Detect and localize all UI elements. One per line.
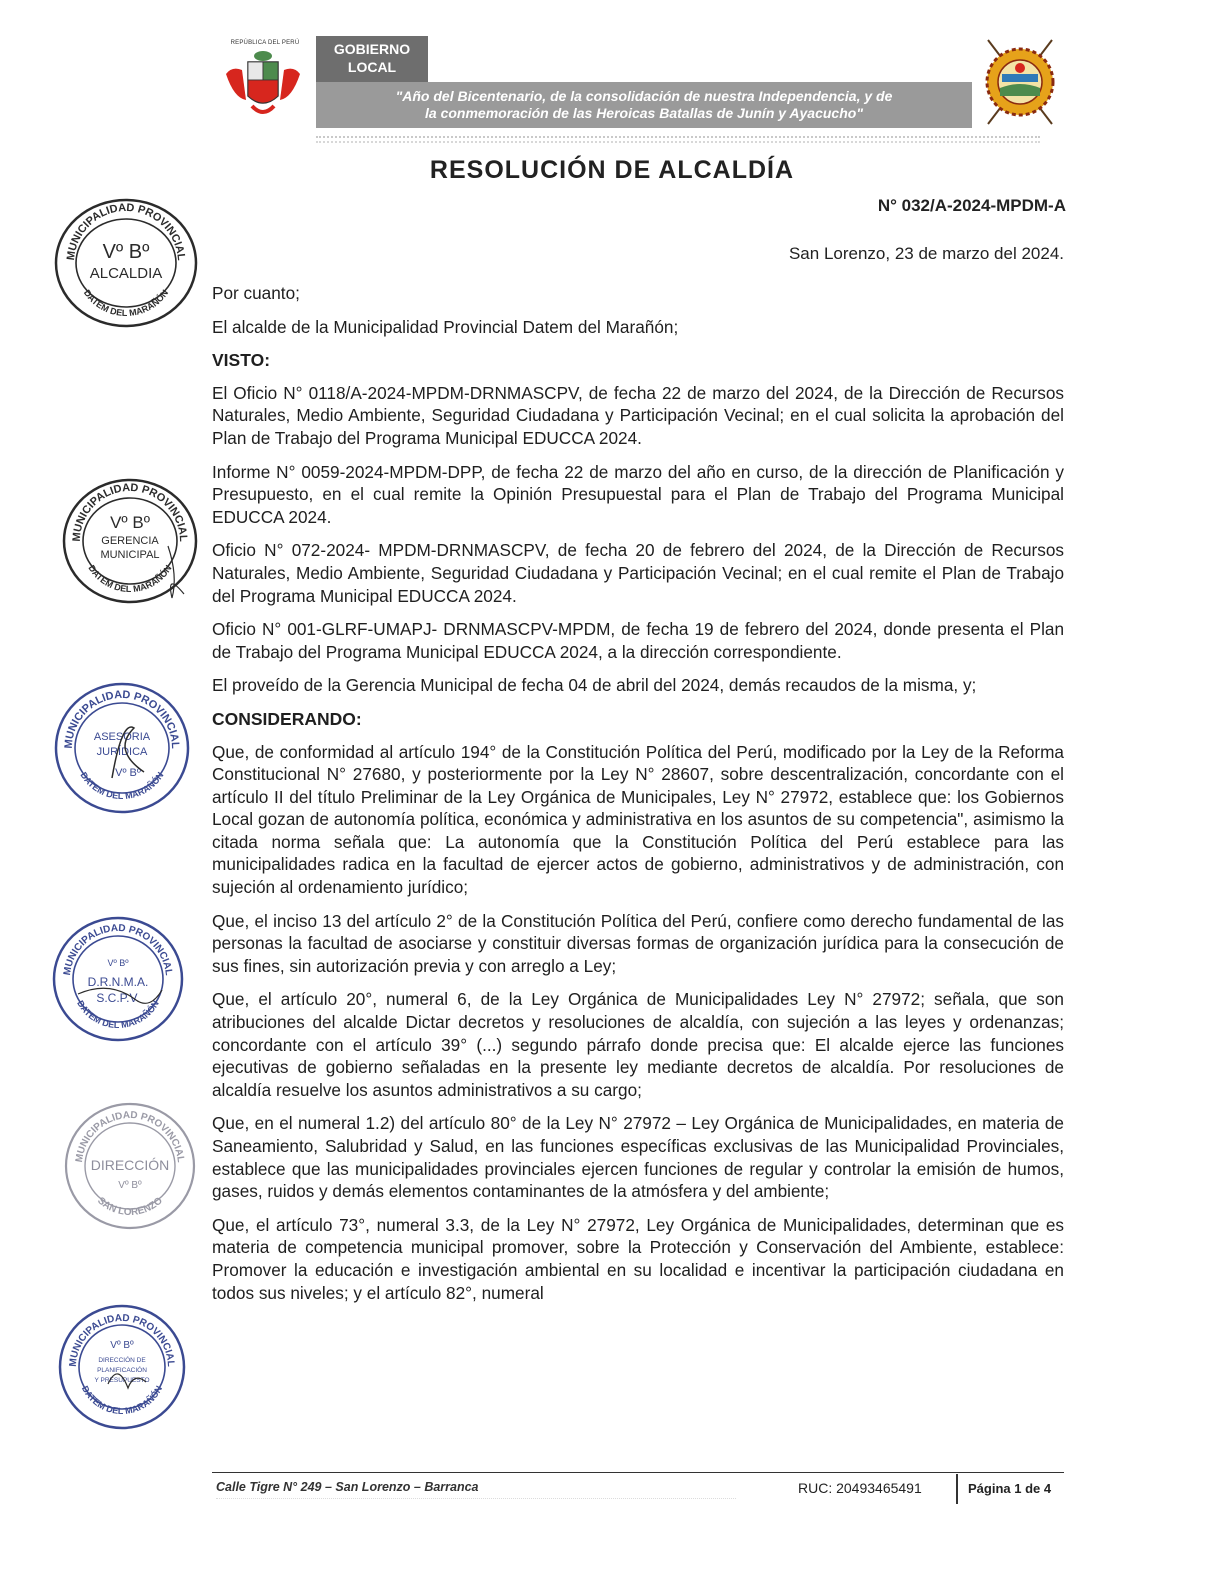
- footer-separator: [956, 1474, 958, 1504]
- footer-page-number: Página 1 de 4: [968, 1481, 1052, 1496]
- stamp5-ring-top: MUNICIPALIDAD PROVINCIAL: [74, 1109, 186, 1164]
- visto-paragraph: Informe N° 0059-2024-MPDM-DPP, de fecha 22 de marzo del año en curso, de la dirección de Planificación y Presupuesto, en el cual remite la Opinión Presupuestal para el Plan de Trabajo del Programa Municipal EDUCCA 2024.: [212, 461, 1064, 527]
- stamp1-ring-top: MUNICIPALIDAD PROVINCIAL: [64, 201, 188, 262]
- considerando-paragraph: Que, el artículo 73°, numeral 3.3, de la Ley N° 27972, Ley Orgánica de Municipalidades, determinan que es materia de competencia municipal promover, sobre la Protección y Conservación del Ambiente, establece: Promover la educación e investigación ambiental en su localidad e incentivar la participación ciudadana en todos sus niveles; y el artículo 82°, numeral: [212, 1214, 1064, 1303]
- resolution-number: N° 032/A-2024-MPDM-A: [877, 196, 1066, 215]
- visto-paragraph: Oficio N° 072-2024- MPDM-DRNMASCPV, de fecha 20 de febrero del 2024, de la Dirección de Recursos Naturales, Medio Ambiente, Seguridad Ciudadana y Participación Vecinal; en el cual remite el Plan de Trabajo del Programa Municipal EDUCCA 2024.: [212, 540, 1064, 606]
- stamp3-center3: Vº Bº: [115, 767, 141, 779]
- considerando-paragraph: Que, el artículo 20°, numeral 6, de la Ley Orgánica de Municipalidades Ley N° 27972; señala, que son atribuciones del alcalde Dictar decretos y resoluciones de alcaldía, con sujeción a las leyes y ordenanzas; concordante con el artículo 39° (...) segundo párrafo donde precisa que: El alcalde ejerce las funciones ejecutivas de gobierno señaladas en la presente ley mediante decretos de alcaldía. Por resoluciones de alcaldía resuelve los asuntos administrativos a su cargo;: [212, 989, 1064, 1100]
- stamp4-center3: S.C.P.V.: [96, 991, 140, 1005]
- stamp6-center3: PLANIFICACIÓN: [97, 1367, 147, 1374]
- considerando-heading: CONSIDERANDO:: [212, 708, 362, 729]
- header-divider: [316, 136, 1040, 138]
- stamp6-center1: Vº Bº: [110, 1340, 134, 1351]
- footer-address: Calle Tigre N° 249 – San Lorenzo – Barranca: [216, 1480, 479, 1494]
- footer-faint-line: [216, 1498, 736, 1499]
- asesoria-juridica-stamp: [52, 680, 192, 816]
- stamp1-ring-bottom: DATEM DEL MARAÑÓN: [81, 287, 171, 319]
- crest-caption: REPÚBLICA DEL PERÚ: [230, 40, 300, 46]
- stamp2-ring-top: MUNICIPALIDAD PROVINCIAL: [70, 481, 190, 543]
- header-divider-2: [316, 141, 1040, 143]
- gov-label-line1: GOBIERNO: [333, 41, 411, 57]
- stamp6-ring-top: MUNICIPALIDAD PROVINCIAL: [67, 1312, 177, 1368]
- motto-line2: la conmemoración de las Heroicas Batallas de Junín y Ayacucho": [425, 105, 863, 121]
- stamp6-ring-bottom: DATEM DEL MARAÑÓN: [79, 1384, 165, 1417]
- stamp5-ring-bottom: SAN LORENZO: [95, 1195, 165, 1219]
- stamp2-center2: GERENCIA: [101, 535, 159, 547]
- document-title: RESOLUCIÓN DE ALCALDÍA: [429, 156, 795, 184]
- year-motto-banner: [316, 82, 972, 128]
- footer-ruc: RUC: 20493465491: [798, 1480, 922, 1496]
- stamp2-center1: Vº Bº: [110, 513, 150, 532]
- considerando-paragraph: Que, el inciso 13 del artículo 2° de la Constitución Política del Perú, confiere como derecho fundamental de las personas la facultad de asociarse y constituir diversas formas de organización jurídica para la consecución de sus fines, sin autorización previa y con arreglo a Ley;: [212, 910, 1064, 976]
- stamp4-ring-bottom: DATEM DEL MARAÑÓN: [75, 998, 161, 1031]
- stamp5-center2: Vº Bº: [118, 1180, 142, 1191]
- municipal-emblem-icon: [978, 36, 1062, 128]
- stamp3-ring-bottom: DATEM DEL MARAÑÓN: [78, 770, 166, 802]
- footer-divider: [212, 1472, 1064, 1473]
- intro-alcalde: El alcalde de la Municipalidad Provincial Datem del Marañón;: [212, 316, 679, 337]
- considerando-paragraph: Que, en el numeral 1.2) del artículo 80° de la Ley N° 27972 – Ley Orgánica de Municipalidades, en materia de Saneamiento, Salubridad y Salud, en las funciones específicas exclusivas de las Municipalidad Provinciales, establece que las municipalidades provinciales ejercen funciones de regular y controlar la emisión de humos, gases, ruidos y demás elementos contaminantes de la atmósfera y del ambiente;: [212, 1113, 1064, 1202]
- document-date: San Lorenzo, 23 de marzo del 2024.: [788, 244, 1064, 263]
- direccion-stamp: [62, 1100, 198, 1232]
- stamp2-center3: MUNICIPAL: [100, 549, 160, 561]
- stamp4-center1: Vº Bº: [107, 958, 129, 968]
- motto-line1: "Año del Bicentenario, de la consolidación de nuestra Independencia, y de: [395, 88, 893, 104]
- stamp4-center2: D.R.N.M.A.: [87, 975, 149, 989]
- considerando-paragraph: Que, de conformidad al artículo 194° de la Constitución Política del Perú, modificado por la Ley de la Reforma Constitucional N° 27680, y posteriormente por la Ley N° 28607, sobre descentralización, concordante con el artículo II del título Preliminar de la Ley Orgánica de Municipales, Ley N° 27972, establece que: los Gobiernos Local gozan de autonomía política, económica y administrativa en los asuntos de su competencia", asimismo la citada norma señala que: La autonomía que la Constitución Política del Perú establece para las municipalidades radica en la facultad de ejercer actos de gobierno, administrativos y de administración, con sujeción al ordenamiento jurídico;: [212, 741, 1064, 898]
- stamp4-ring-top: MUNICIPALIDAD PROVINCIAL: [62, 922, 174, 977]
- drnmascpv-stamp: [50, 914, 186, 1044]
- stamp6-center4: Y PRESUPUESTO: [94, 1377, 150, 1384]
- gerencia-municipal-stamp: [60, 476, 200, 606]
- visto-paragraph: Oficio N° 001-GLRF-UMAPJ- DRNMASCPV-MPDM, de fecha 19 de febrero del 2024, donde presenta el Plan de Trabajo del Programa Municipal EDUCCA 2024, a la dirección correspondiente.: [212, 619, 1064, 662]
- gobierno-local-tag: [316, 36, 428, 82]
- peru-coat-of-arms-icon: [222, 40, 304, 130]
- stamp3-ring-top: MUNICIPALIDAD PROVINCIAL: [62, 688, 182, 750]
- stamp2-ring-bottom: DATEM DEL MARAÑÓN: [86, 563, 174, 595]
- intro-por-cuanto: Por cuanto;: [212, 283, 300, 303]
- visto-paragraph: El Oficio N° 0118/A-2024-MPDM-DRNMASCPV, de fecha 22 de marzo del 2024, de la Dirección de Recursos Naturales, Medio Ambiente, Seguridad Ciudadana y Participación Vecinal; en el cual solicita la aprobación del Plan de Trabajo del Programa Municipal EDUCCA 2024.: [212, 382, 1064, 448]
- gov-label-line2: LOCAL: [347, 59, 397, 75]
- stamp3-center2: JURÍDICA: [96, 746, 148, 758]
- stamp1-center2: ALCALDIA: [89, 265, 163, 282]
- visto-heading: VISTO:: [212, 350, 271, 371]
- stamp1-center1: Vº Bº: [102, 241, 150, 263]
- stamp5-center1: DIRECCIÓN: [90, 1157, 170, 1173]
- stamp6-center2: DIRECCIÓN DE: [98, 1357, 146, 1364]
- alcaldia-seal-stamp: [52, 196, 200, 330]
- document-body: [212, 282, 1064, 1315]
- planificacion-presupuesto-stamp: [56, 1302, 188, 1432]
- visto-paragraph: El proveído de la Gerencia Municipal de fecha 04 de abril del 2024, demás recaudos de la misma, y;: [212, 675, 977, 696]
- stamp3-center1: ASESORIA: [93, 731, 151, 743]
